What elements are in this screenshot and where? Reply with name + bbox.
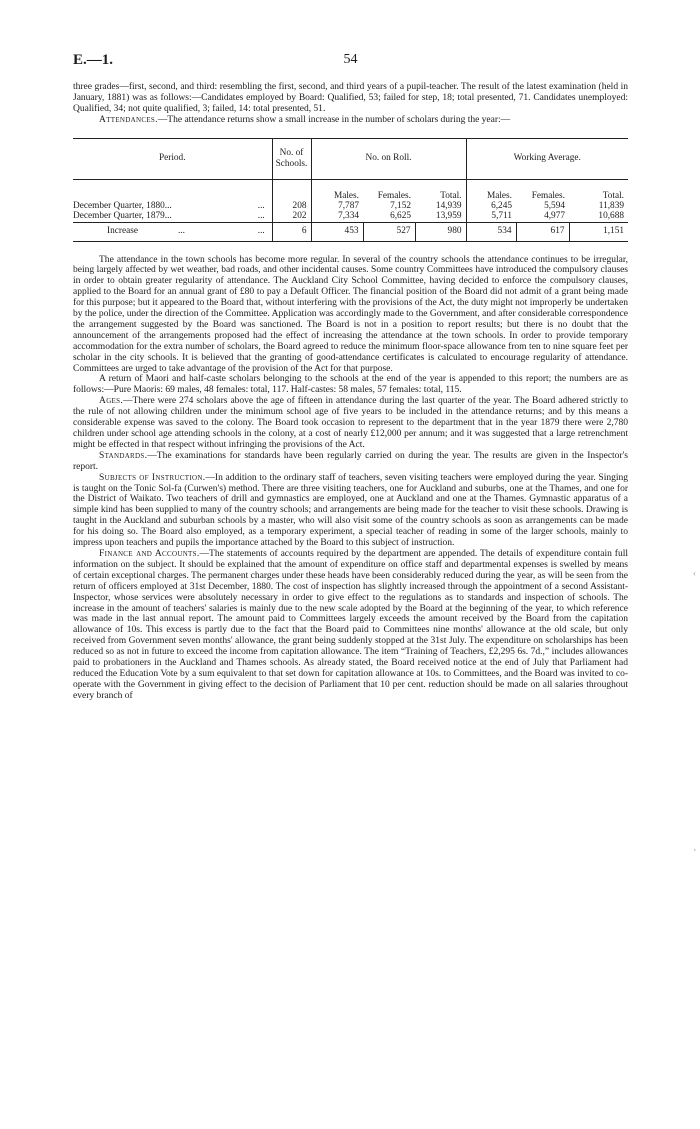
period-cell: December Quarter, 1879... — [73, 211, 172, 222]
schools-cell: 202 — [272, 211, 311, 222]
roll-males-cell: 7,787 — [311, 201, 363, 211]
period-cell: December Quarter, 1880... — [73, 200, 172, 211]
subjects-text: —In addition to the ordinary staff of teachers, seven visiting teachers were employed during the year. Singing is taught on the Tonic Sol-fa (Curwen's) method. There are three visiting teachers, one for Auckland and suburbs, one at the Thames, and one for the District of Waikato. Two teachers of drill and gymnastics are employed, one at Auckland and one at the Thames. Gymnastic apparatus of a simple kind has been supplied to many of the country schools; and arrangements are being made for the teacher to visit these schools. Drawing is taught in the Auckland and suburban schools by a master, who will also visit some of the country schools as soon as arrangements can be made for his doing so. The Board also employed, as a temporary experiment, a special teacher of reading in some of the larger schools, mainly to impress upon teachers and pupils the importance attached by the Board to this subject of instruction. — [73, 471, 628, 549]
roll-females-subheader: Females. — [377, 190, 411, 201]
attendances-text: —The attendance returns show a small increase in the number of scholars during the year:— — [157, 113, 511, 125]
wa-females-cell: 5,594 — [544, 200, 565, 211]
document-reference: E.—1. — [73, 52, 114, 68]
wa-total-cell: 10,688 — [598, 211, 624, 222]
ages-text: —There were 274 scholars above the age of fifteen in attendance during the last quarter of the year. The Board adhered strictly to the rule of not allowing children under the minimum school age of five years to be included in the attendance returns; and by this means a considerable expense was saved to the colony. The Board took occasion to represent to the department that in the year 1879 there were 2,780 children under school age attending schools in the colony, at a cost of nearly £12,000 per annum; and it was suggested that a large retrenchment might be effected in that respect without infringing the provisions of the Act. — [73, 395, 628, 450]
page-number: 54 — [343, 52, 358, 67]
table-row — [73, 211, 628, 222]
period-header: Period. — [73, 138, 272, 179]
schools-cell: 208 — [272, 201, 311, 211]
roll-males-cell: 453 — [311, 222, 363, 241]
finance-text: —The statements of accounts required by the department are appended. The details of expenditure contain full information on the subject. It should be explained that the amount of expenditure on office staff and departmental expenses is swelled by means of certain exceptional charges. The permanent charges under these heads have been considerably reduced during the year, as will be seen from the return of officers employed at 31st December, 1880. The cost of inspection has slightly increased through the appointment of a second Assistant-Inspector, whose services were absolutely necessary in order to give effect to the regulations as to standards and inspection of schools. The increase in the amount of teachers' salaries is mainly due to the new scale adopted by the Board at the beginning of the year, to which reference was made in the last annual report. The amount paid to Committees largely exceeds the amount received by the Board from the capitation allowance of 10s. This excess is partly due to the fact that the Board paid to Committees nine months' allowance at the old scale, but only received from Government seven months' allowance, the grant being suddenly stopped at the 31st July. The expenditure on scholarships has been reduced so as not in future to exceed the income from capitation allowance. The item “Training of Teachers, £2,295 6s. 7d.,” includes allowances paid to probationers in the Auckland and Thames schools. As already stated, the Board received notice at the end of July that Parliament had reduced the Education Vote by a sum equivalent to that set down for capitation allowance at 10s. to Committees, and the Board was invited to co-operate with the Government in giving effect to the decision of Parliament that 10 per cent. reduction should be made on all salaries throughout every branch of — [73, 547, 629, 701]
attendances-heading: Attendances. — [99, 113, 158, 125]
wa-females-cell: 617 — [516, 222, 569, 241]
leader-dots: ... — [257, 200, 265, 211]
ages-paragraph — [73, 396, 628, 451]
standards-text: —The examinations for standards have been regularly carried on during the year. The results are given in the Inspector's report. — [73, 449, 628, 472]
roll-males-cell: 7,334 — [311, 211, 363, 222]
schools-header: No. of Schools. — [272, 138, 311, 179]
maori-scholars-paragraph: A return of Maori and half-caste scholars belonging to the schools at the end of the year is appended to this report; the numbers are as follows:—Pure Maoris: 69 males, 48 females: total, 117. Half-castes: 58 males, 57 females: total, 115. — [73, 373, 628, 396]
table-row — [73, 201, 628, 211]
wa-males-cell: 534 — [466, 222, 516, 241]
standards-paragraph — [73, 451, 628, 473]
leader-dots: ... — [251, 222, 272, 241]
roll-males-subheader: Males. — [311, 179, 363, 201]
roll-total-cell: 14,939 — [435, 200, 462, 211]
wa-males-cell: 5,711 — [466, 211, 516, 222]
roll-total-subheader: Total. — [440, 190, 462, 201]
table-header-row — [73, 138, 628, 179]
subjects-paragraph — [73, 473, 628, 549]
roll-females-cell: 527 — [363, 222, 415, 241]
wa-females-subheader: Females. — [531, 190, 565, 201]
wa-males-cell: 6,245 — [466, 201, 516, 211]
standards-heading: Standards. — [99, 449, 148, 461]
table-subheader-row — [73, 179, 628, 201]
subjects-heading: Subjects of Instruction. — [99, 471, 206, 483]
increase-label: Increase ... — [73, 222, 251, 241]
wa-females-cell: 4,977 — [544, 211, 565, 222]
wa-males-subheader: Males. — [466, 179, 516, 201]
pencil-mark-decoration: , — [693, 842, 696, 852]
wa-total-subheader: Total. — [602, 190, 624, 201]
finance-heading: Finance and Accounts. — [99, 547, 200, 559]
leader-dots: ... — [257, 211, 265, 222]
working-average-header: Working Average. — [466, 138, 628, 179]
wa-total-cell: 11,839 — [598, 200, 624, 211]
intro-paragraph: three grades—first, second, and third: resembling the first, second, and third years of a pupil-teacher. The result of the latest examination (held in January, 1881) was as follows:—Candidates employed by Board: Qualified, 53; failed for step, 18; total presented, 71. Candidates unemployed: Qualified, 34; not quite qualified, 3; failed, 14: total presented, 51. — [73, 81, 628, 114]
roll-total-cell: 980 — [415, 222, 466, 241]
roll-header: No. on Roll. — [311, 138, 466, 179]
roll-females-cell: 6,625 — [390, 211, 411, 222]
increase-row — [73, 222, 628, 241]
attendances-paragraph — [73, 115, 628, 126]
margin-mark-decoration: ‹ — [693, 568, 696, 578]
page-header — [73, 52, 628, 82]
ages-heading: Ages. — [99, 395, 124, 407]
attendance-discussion-paragraph: The attendance in the town schools has become more regular. In several of the country schools the attendance continues to be irregular, being largely affected by wet weather, bad roads, and other incidental causes. Some country Committees have introduced the compulsory clauses in order to obtain greater regularity of attendance. The Auckland City School Committee, having decided to enforce the compulsory clauses, applied to the Board for an annual grant of £80 to pay a Default Officer. The financial position of the Board did not admit of a grant being made for this purpose; but it appeared to the Board that, without interfering with the provisions of the Act, the duty might not improperly be undertaken by the police, under the direction of the Committee. Application was accordingly made to the Government, and after considerable correspondence the arrangement suggested by the Board was sanctioned. The Board is not in a position to report results; but there is no doubt that the announcement of the arrangements proposed had the effect of increasing the attendance at the town schools. In order to provide temporary accommodation for the extra number of scholars, the Board agreed to reduce the minimum floor-space allowance from ten to nine square feet per scholar in the city schools. It is believed that the granting of good-attendance certificates is calculated to encourage regularity of attendance. Committees are urged to take advantage of the provision of the Act for that purpose. — [73, 253, 628, 374]
finance-paragraph — [73, 549, 628, 702]
roll-total-cell: 13,959 — [435, 211, 462, 222]
roll-females-cell: 7,152 — [390, 200, 411, 211]
schools-cell: 6 — [272, 222, 311, 241]
attendance-table — [73, 138, 628, 242]
wa-total-cell: 1,151 — [569, 222, 628, 241]
